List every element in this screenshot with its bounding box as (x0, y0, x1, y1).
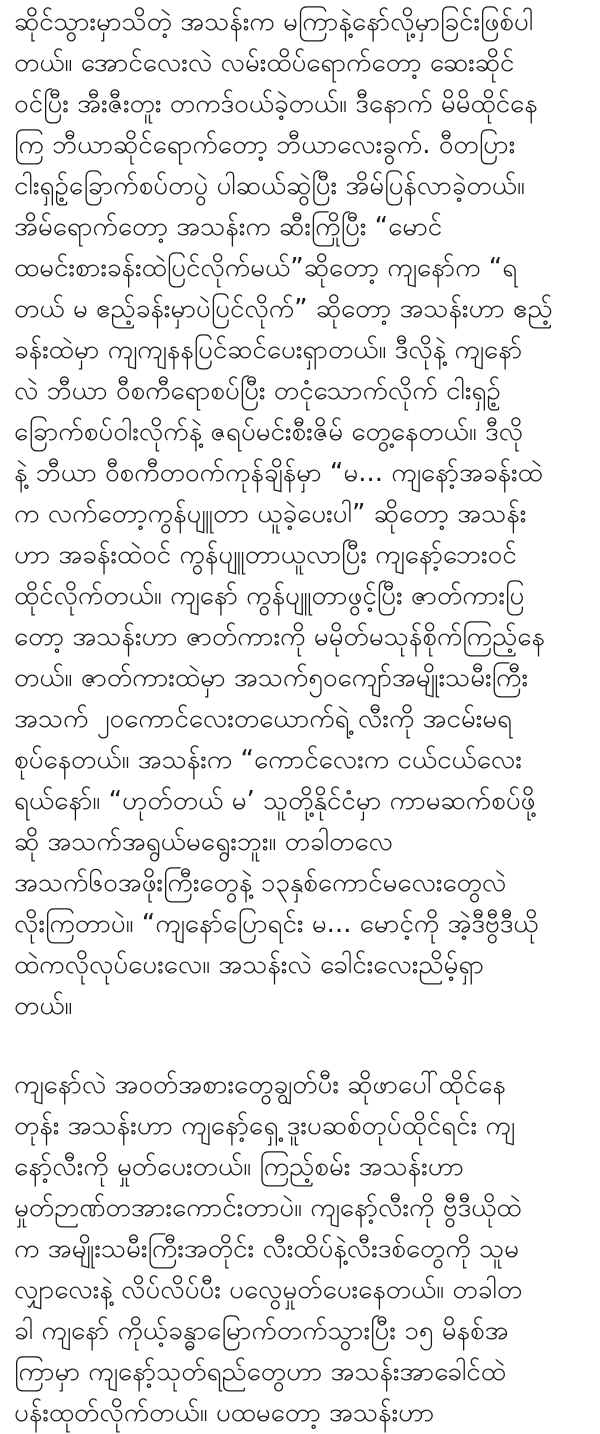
text-line: တော့ အသန်းဟာ ဇာတ်ကားကို မမိုတ်မသုန်စိုက်ကြည့်နေ (14, 622, 545, 652)
text-line: လိုးကြတာပဲ။ “ကျနော်ပြောရင်း မ... မောင့်ကို အဲ့ဒီဗွီဒီယို (14, 909, 539, 939)
paragraph (14, 2, 582, 1027)
text-line: တယ်။ အောင်လေးလဲ လမ်းထိပ်ရောက်တော့ ဆေးဆိုင် (14, 48, 515, 78)
text-line: တယ်။ ဇာတ်ကားထဲမှာ အသက်၅၀ကျော်အမျိုးသမီးကြီး (14, 663, 529, 693)
text-line: ခါ ကျနော် ကိုယ့်ခန္ဓာမြောက်တက်သွားပြီး ၁၅ မိနစ်အ (14, 1316, 509, 1346)
text-line: စုပ်နေတယ်။ အသန်းက “ကောင်လေးက ငယ်ငယ်လေး (14, 745, 522, 775)
text-line: ပန်းထုတ်လိုက်တယ်။ ပထမတော့ အသန်းဟာ (14, 1398, 435, 1428)
text-line: တယ် မ ဧည့်ခန်းမှာပဲပြင်လိုက်” ဆိုတော့ အသန်းဟာ ဧည့် (14, 294, 553, 324)
text-line: ကြာမှာ ကျနော့်သုတ်ရည်တွေဟာ အသန်းအာခေါင်ထဲ (14, 1357, 506, 1387)
text-line: ထိုင်လိုက်တယ်။ ကျနော် ကွန်ပျူတာဖွင့်ပြီး ဇာတ်ကားပြ (14, 581, 525, 611)
text-line: မှုတ်ဉာဏ်တအားကောင်းတာပဲ။ ကျနော့်လီးကို ဗွီဒီယိုထဲ (14, 1193, 522, 1223)
text-line: ဟာ အခန်းထဲဝင် ကွန်ပျူတာယူလာပြီး ကျနော့်ဘေးဝင် (14, 540, 517, 570)
text-line: လဲ ဘီယာ ဝီစကီရောစပ်ပြီး တငုံသောက်လိုက် ငါးရှဉ့် (14, 376, 501, 406)
text-line: ခန်းထဲမှာ ကျကျနနပြင်ဆင်ပေးရှာတယ်။ ဒီလိုနဲ့ ကျနော် (14, 335, 523, 365)
text-line: အိမ်ရောက်တော့ အသန်းက ဆီးကြိုပြီး “မောင် (14, 212, 443, 242)
text-line: က အမျိုးသမီးကြီးအတိုင်း လီးထိပ်နဲ့လီးဒစ်တွေကို သူမ (14, 1234, 520, 1264)
text-line: နဲ့ ဘီယာ ဝီစကီတဝက်ကုန်ချိန်မှာ “မ... ကျနော့်အခန်းထဲ (14, 458, 543, 488)
text-line: ရယ်နော်။ “ဟုတ်တယ် မ’ သူတို့နိုင်ငံမှာ ကာမဆက်စပ်ဖို့ (14, 786, 536, 816)
text-line: ကျနော်လဲ အဝတ်အစားတွေချွတ်ပီး ဆိုဖာပေါ်ထိုင်နေ (14, 1070, 506, 1100)
text-line: နော့်လီးကို မှုတ်ပေးတယ်။ ကြည့်စမ်း အသန်းဟာ (14, 1152, 464, 1182)
text-line: ဆို အသက်အရွယ်မရွေးဘူး။ တခါတလေ (14, 827, 393, 857)
text-line: တုန်း အသန်းဟာ ကျနော့်ရှေ့ ဒူးပဆစ်တုပ်ထိုင်ရင်း ကျ (14, 1111, 515, 1141)
text-line: လျှာလေးနဲ့ လိပ်လိပ်ပီး ပလွေမှုတ်ပေးနေတယ်။ တခါတ (14, 1275, 523, 1305)
text-line: ထမင်းစားခန်းထဲပြင်လိုက်မယ်”ဆိုတော့ ကျနော်က “ရ (14, 253, 518, 283)
text-line: ခြောက်စပ်ဝါးလိုက်နဲ့ ဇရပ်မင်းစီးဇိမ် တွေ့နေတယ်။ ဒီလို (14, 417, 523, 447)
text-line: က လက်တော့ကွန်ပျူတာ ယူခဲ့ပေးပါ” ဆိုတော့ အသန်း (14, 499, 527, 529)
text-line: ဆိုင်သွားမှာသိတဲ့ အသန်းက မကြာနဲ့နော်လို့မှာခြင်းဖြစ်ပါ (14, 7, 534, 37)
text-line: ကြ ဘီယာဆိုင်ရောက်တော့ ဘီယာလေးခွက်. ဝီတပြား (14, 130, 516, 160)
text-line: ဝင်ပြီး အီးဇီးတူး တကဒ်ဝယ်ခဲ့တယ်။ ဒီနောက် မိမိထိုင်နေ (14, 89, 538, 119)
paragraph (14, 1065, 582, 1434)
text-line: အသက်၆၀အဖိုးကြီးတွေနဲ့ ၁၃နှစ်ကောင်မလေးတွေလဲ (14, 868, 507, 898)
text-line: အသက် ၂၀ကောင်လေးတယောက်ရဲ့ လီးကို အငမ်းမရ (14, 704, 513, 734)
text-line: ငါးရှဉ့်ခြောက်စပ်တပွဲ ပါဆယ်ဆွဲပြီး အိမ်ပြန်လာခဲ့တယ်။ (14, 171, 525, 201)
text-line: တယ်။ (14, 991, 73, 1021)
paragraph-spacer (14, 1027, 582, 1065)
text-line: ထဲကလိုလုပ်ပေးလေ။ အသန်းလဲ ခေါင်းလေးညိမ့်ရှာ (14, 950, 484, 980)
